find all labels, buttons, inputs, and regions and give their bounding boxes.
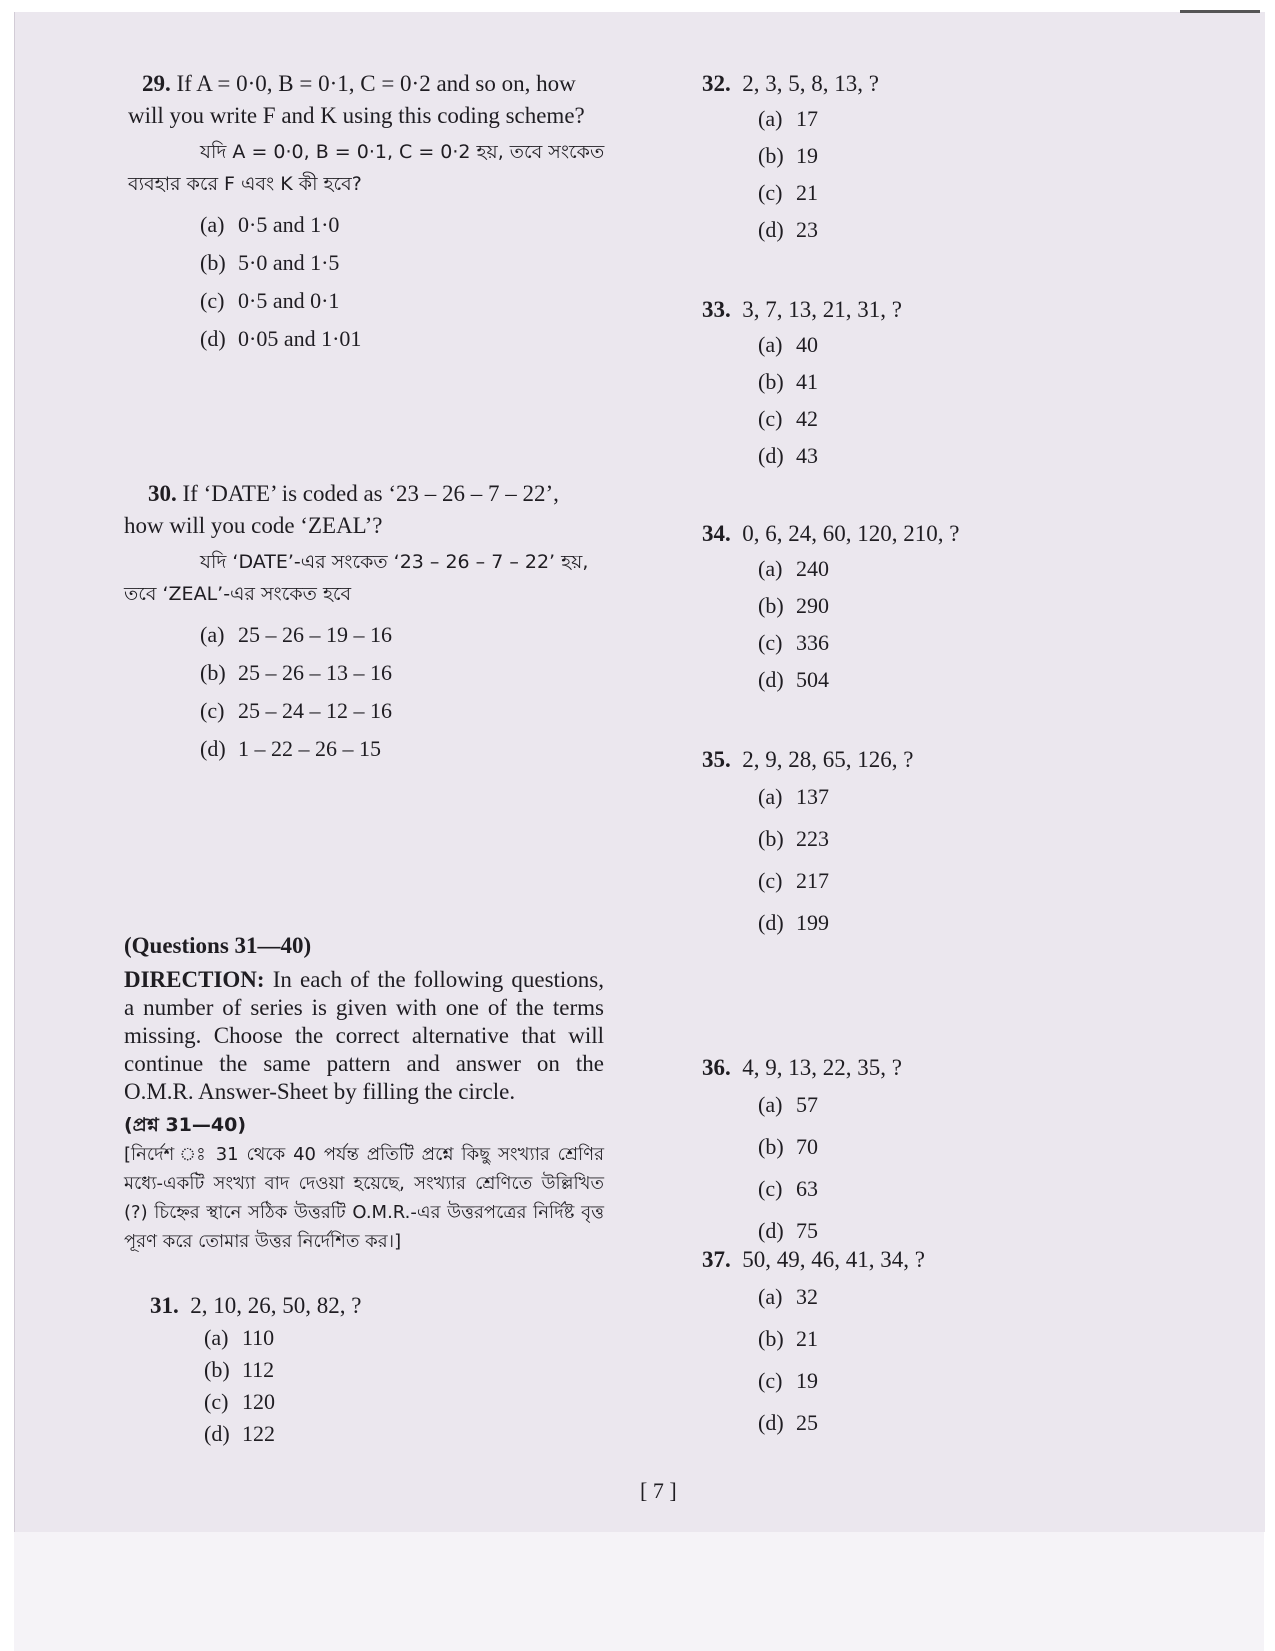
direction-label: DIRECTION:: [124, 967, 265, 992]
question-text: 2, 9, 28, 65, 126, ?: [742, 747, 914, 772]
option[interactable]: (c) 217: [758, 868, 829, 893]
question-36: [702, 1052, 1162, 1252]
edge-mark: [1180, 10, 1260, 13]
question-number: 33.: [702, 297, 731, 322]
question-text: 3, 7, 13, 21, 31, ?: [742, 297, 902, 322]
question-number: 29.: [142, 71, 171, 96]
question-text-bengali: তবে ‘ZEAL’-এর সংকেত হবে: [124, 583, 352, 605]
question-33: [702, 294, 1162, 474]
question-number: 32.: [702, 71, 731, 96]
option[interactable]: (b) 25 – 26 – 13 – 16: [200, 660, 392, 685]
question-number: 35.: [702, 747, 731, 772]
option[interactable]: (b) 41: [758, 369, 818, 394]
question-32: [702, 68, 1162, 248]
page-margin: [14, 1532, 1264, 1651]
option[interactable]: (c) 63: [758, 1176, 818, 1201]
option[interactable]: (b) 21: [758, 1326, 818, 1351]
option[interactable]: (d) 0·05 and 1·01: [200, 326, 362, 351]
question-text: 2, 10, 26, 50, 82, ?: [190, 1293, 362, 1318]
option[interactable]: (a) 240: [758, 556, 829, 581]
section-direction: [124, 930, 604, 1256]
question-31: [150, 1290, 610, 1450]
question-number: 37.: [702, 1247, 731, 1272]
option[interactable]: (d) 23: [758, 217, 818, 242]
option[interactable]: (a) 57: [758, 1092, 818, 1117]
question-number: 31.: [150, 1293, 179, 1318]
question-text: 4, 9, 13, 22, 35, ?: [742, 1055, 902, 1080]
option[interactable]: (c) 336: [758, 630, 829, 655]
option[interactable]: (c) 19: [758, 1368, 818, 1393]
option[interactable]: (b) 5·0 and 1·5: [200, 250, 340, 275]
option[interactable]: (a) 0·5 and 1·0: [200, 212, 340, 237]
option[interactable]: (d) 43: [758, 443, 818, 468]
question-29: [128, 68, 618, 358]
option[interactable]: (a) 137: [758, 784, 829, 809]
question-37: [702, 1244, 1162, 1444]
option[interactable]: (d) 504: [758, 667, 829, 692]
option[interactable]: (c) 120: [204, 1389, 275, 1414]
question-text-bengali: যদি A = 0·0, B = 0·1, C = 0·2 হয়, তবে সংকেত: [200, 141, 605, 163]
option[interactable]: (b) 223: [758, 826, 829, 851]
question-34: [702, 518, 1162, 698]
question-text: 50, 49, 46, 41, 34, ?: [742, 1247, 925, 1272]
question-text: If ‘DATE’ is coded as ‘23 – 26 – 7 – 22’,: [182, 481, 559, 506]
question-number: 30.: [148, 481, 177, 506]
question-text-bengali: ব্যবহার করে F এবং K কী হবে?: [128, 173, 362, 195]
question-number: 36.: [702, 1055, 731, 1080]
option[interactable]: (a) 32: [758, 1284, 818, 1309]
direction-text-bengali: [নির্দেশ ঃ 31 থেকে 40 পর্যন্ত প্রতিটি প্রশ্নে কিছু সংখ্যার শ্রেণির মধ্যে-একটি সংখ্যা বাদ দেওয়া হয়েছে, সংখ্যার শ্রেণিতে উল্লিখিত (?) চিহ্নের স্থানে সঠিক উত্তরটি O.M.R.-এর উত্তরপত্রের নির্দিষ্ট বৃত্ত পূরণ করে তোমার উত্তর নির্দেশিত কর।]: [124, 1144, 604, 1252]
option[interactable]: (c) 42: [758, 406, 818, 431]
question-text: If A = 0·0, B = 0·1, C = 0·2 and so on, how: [176, 71, 576, 96]
question-text: 0, 6, 24, 60, 120, 210, ?: [742, 521, 960, 546]
section-heading: (Questions 31—40): [124, 933, 312, 958]
page-number: [ 7 ]: [640, 1478, 677, 1503]
question-number: 34.: [702, 521, 731, 546]
option[interactable]: (d) 122: [204, 1421, 275, 1446]
option[interactable]: (b) 290: [758, 593, 829, 618]
option[interactable]: (d) 25: [758, 1410, 818, 1435]
question-text: 2, 3, 5, 8, 13, ?: [742, 71, 879, 96]
option[interactable]: (a) 40: [758, 332, 818, 357]
option[interactable]: (a) 17: [758, 106, 818, 131]
option[interactable]: (c) 0·5 and 0·1: [200, 288, 340, 313]
direction-text: In each of the following questions, a number of series is given with one of the terms missing. Choose the correct alternative that will continue the same pattern and answer on the O.M.R. Answer-Sheet by filling the circle.: [124, 967, 605, 1104]
option[interactable]: (a) 110: [204, 1325, 275, 1350]
question-text: will you write F and K using this coding scheme?: [128, 103, 585, 128]
question-35: [702, 744, 1162, 944]
option[interactable]: (b) 19: [758, 143, 818, 168]
question-text-bengali: যদি ‘DATE’-এর সংকেত ‘23 – 26 – 7 – 22’ হয়,: [200, 551, 589, 573]
option[interactable]: (c) 21: [758, 180, 818, 205]
option[interactable]: (b) 70: [758, 1134, 818, 1159]
section-heading-bengali: (প্রশ্ন 31—40): [124, 1114, 247, 1136]
option[interactable]: (a) 25 – 26 – 19 – 16: [200, 622, 392, 647]
option[interactable]: (d) 75: [758, 1218, 818, 1243]
question-30: [124, 478, 614, 768]
option[interactable]: (d) 199: [758, 910, 829, 935]
question-text: how will you code ‘ZEAL’?: [124, 513, 383, 538]
option[interactable]: (b) 112: [204, 1357, 275, 1382]
option[interactable]: (c) 25 – 24 – 12 – 16: [200, 698, 392, 723]
option[interactable]: (d) 1 – 22 – 26 – 15: [200, 736, 381, 761]
